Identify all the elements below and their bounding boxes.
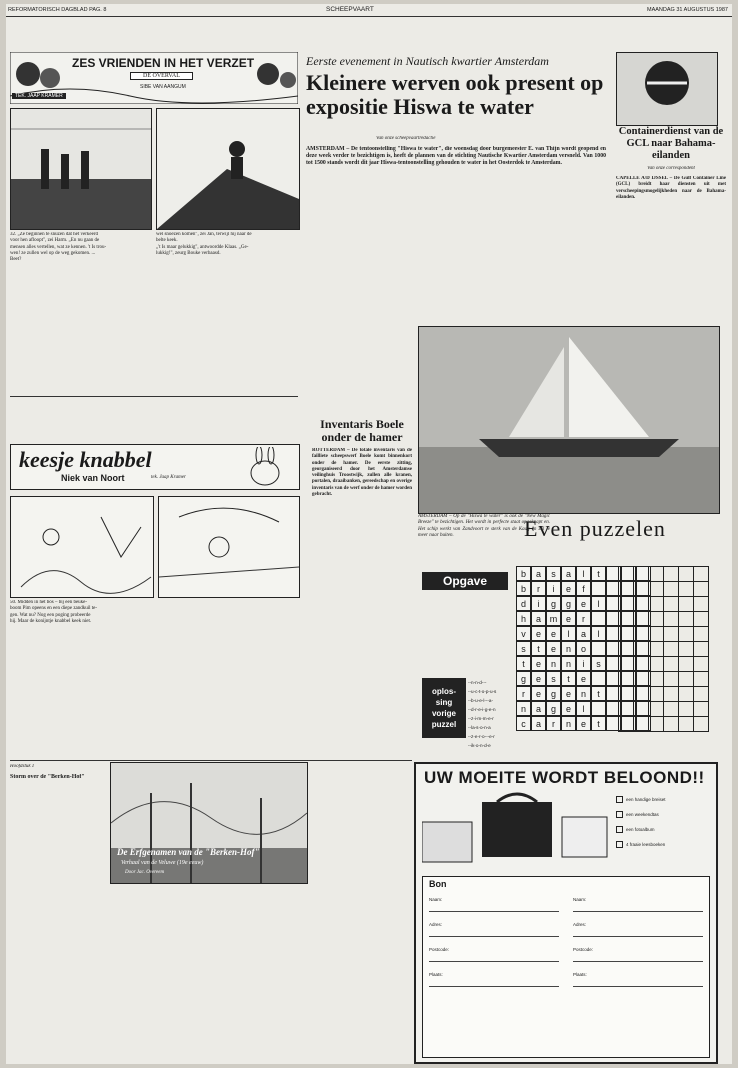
- ship-lead: CAPELLE A/D IJSSEL – De Gulf Container Line (GCL) breidt haar diensten uit met verscheepingsmogelijkheden naar de Bahama-eilanden.: [616, 176, 726, 200]
- puzzle-cell: g: [546, 701, 561, 716]
- puzzle-cell: c: [516, 716, 531, 731]
- puzzle-cell: t: [591, 566, 606, 581]
- puzzle-cell: r: [531, 581, 546, 596]
- puzzle-cell: t: [516, 656, 531, 671]
- ad-option-label: een handige breiset: [626, 796, 666, 802]
- ad-headline: UW MOEITE WORDT BELOOND!!: [424, 768, 705, 787]
- ad-coupon-field[interactable]: Naam:: [429, 897, 559, 912]
- story-kicker: Hoofdstuk 1: [10, 764, 35, 769]
- puzzle-cell: s: [591, 656, 606, 671]
- puzzle-instructions: [422, 596, 508, 666]
- puzzle-cell: t: [531, 641, 546, 656]
- puzzle-title: Even puzzelen: [524, 516, 666, 541]
- ad-coupon-field[interactable]: Postcode:: [573, 947, 703, 962]
- puzzle-cell: e: [531, 626, 546, 641]
- article1-kicker: Eerste evenement in Nautisch kwartier Amsterdam: [306, 54, 549, 68]
- ad-option[interactable]: [616, 841, 708, 848]
- puzzle-cell: d: [516, 596, 531, 611]
- comic2-rabbit-art: [235, 447, 295, 487]
- ad-option[interactable]: [616, 811, 708, 818]
- comic1-credit-left: TEK. JAAP KRAMER: [12, 93, 66, 99]
- puzzle-cell: b: [516, 581, 531, 596]
- puzzle-solution-row: --ik-o-n-d-e: [468, 743, 491, 748]
- header-publication: REFORMATORISCH DAGBLAD PAG. 8: [8, 7, 107, 13]
- puzzle-cell: s: [516, 641, 531, 656]
- puzzle-cell: a: [531, 716, 546, 731]
- comic1-banner: [10, 52, 298, 104]
- puzzle-cell: g: [546, 596, 561, 611]
- comic2-panel-1: [10, 496, 154, 598]
- puzzle-cell: a: [531, 566, 546, 581]
- ship-headline: Containerdienst van de GCL naar Bahama-eilanden: [618, 126, 724, 161]
- comic1-subtitle: DE OVERVAL: [130, 72, 193, 80]
- puzzle-cell: m: [546, 611, 561, 626]
- article1-headline: Kleinere werven ook present op expositie Hiswa te water: [306, 70, 604, 119]
- ship-byline: Van onze correspondent: [647, 166, 695, 171]
- ad-coupon-field[interactable]: Adres:: [429, 922, 559, 937]
- comic1-title: ZES VRIENDEN IN HET VERZET: [72, 56, 255, 70]
- puzzle-cell: n: [546, 656, 561, 671]
- comic1-caption-left: 32. „Ze beginnen te snuzen dat het verkeerd voor hen afloopt", zei Harm. „En nu gaan de mensen alles vertellen, wat ze kennen. 't Is trou- wen! ze zullen wel op de weg gekomen. ... Beet?: [10, 232, 107, 263]
- ad-option-label: een fotoalbum: [626, 826, 655, 832]
- puzzle-cell: e: [561, 701, 576, 716]
- puzzle-solution-row: --z-e-r-o---e-r: [468, 734, 495, 739]
- puzzle-cell: g: [561, 596, 576, 611]
- sailboat-photo-caption: AMSTERDAM – Op de "Hiswa te water" is ook de "New Magic Breeze" te bezichtigen. Het wordt in perfecte staat opgeknapt en. Het schip werkt van Zandvoort te sterk van de Kaag en zal te meer naar buiten.: [418, 514, 550, 538]
- puzzle-cell: t: [591, 686, 606, 701]
- comic1-panel-2: [156, 108, 300, 230]
- puzzle-cell: l: [561, 626, 576, 641]
- puzzle-cell: e: [546, 626, 561, 641]
- comic2-caption: 50. Midden in het bos – bij een beuke- boom Pim opeens en een diepe zandkuil te- gen. Wat nu? Nog een poging probeerde hij. Maar de konijntje knabbel keek niet.: [10, 600, 98, 624]
- story-image-subtitle: Verhaal van de Veluwe (19e eeuw): [121, 860, 204, 866]
- comic1-panel-1: [10, 108, 152, 230]
- puzzle-solution-label: oplos- sing vorige puzzel: [422, 678, 466, 738]
- puzzle-cell: v: [516, 626, 531, 641]
- comic1-credit-right: SIBE VAN AANGUM: [140, 84, 186, 90]
- ad-gift-art: [422, 792, 612, 872]
- puzzle-cell: b: [516, 566, 531, 581]
- puzzle-cell: e: [561, 611, 576, 626]
- ad-options: [616, 796, 708, 856]
- puzzle-cell: r: [546, 716, 561, 731]
- puzzle-cell: e: [546, 641, 561, 656]
- comic2-banner: [10, 444, 300, 490]
- puzzle-cell: n: [576, 686, 591, 701]
- puzzle-cell: n: [561, 716, 576, 731]
- article1-byline: Van onze scheepvaartredactie: [376, 136, 436, 141]
- puzzle-solution-row: --la-s-o-n-a: [468, 725, 491, 730]
- puzzle-cell: i: [546, 581, 561, 596]
- article1-lead: AMSTERDAM – De tentoonstelling "Hiswa te water", die woensdag door burgemeester E. van Thijn wordt geopend en deze week verder te bezichtigen is, heeft de plannen van de stichting Nautische Kwartier Amsterdam versneld. Van 1000 tot 1500 stands wordt dit jaar Hiswa-tentoonstelling gehouden te water in het Oosterdok te Amsterdam.: [306, 146, 606, 166]
- newspaper-page: [6, 4, 732, 1064]
- comic1-caption-right: wel snoezen komen", zei Jan, terwijl hij naar de belte keek. „'t Is maar gelukkig", antwoordde Klaas. „Ge- lukkig!", zeurg Bouke verbaasd.: [156, 232, 252, 256]
- puzzle-cell: a: [531, 701, 546, 716]
- story-image-credit: Door Jac. Overeem: [125, 870, 165, 875]
- ad-option-checkbox[interactable]: [616, 841, 623, 848]
- puzzle-cell: [591, 581, 606, 596]
- puzzle-cell: g: [516, 671, 531, 686]
- puzzle-cell: n: [516, 701, 531, 716]
- puzzle-cell: [591, 701, 606, 716]
- puzzle-cell: r: [516, 686, 531, 701]
- divider: [10, 760, 412, 761]
- article1-head: [306, 54, 606, 136]
- ad-box: [414, 762, 718, 1064]
- puzzle-cell: l: [576, 566, 591, 581]
- ad-coupon-fields-right: [573, 897, 703, 997]
- story-illustration: [110, 762, 308, 884]
- puzzle-cell: e: [561, 581, 576, 596]
- header-section: SCHEEPVAART: [326, 6, 374, 13]
- puzzle-cell: a: [531, 611, 546, 626]
- puzzle-opgave-label: Opgave: [422, 572, 508, 590]
- puzzle-cell: [591, 671, 606, 686]
- puzzle-cell: n: [561, 656, 576, 671]
- puzzle-empty-grid: [618, 566, 709, 732]
- puzzle-solution-row: --b-u-e-l---a-: [468, 698, 494, 703]
- puzzle-cell: r: [576, 611, 591, 626]
- puzzle-cell: g: [546, 686, 561, 701]
- page-header: [6, 4, 732, 17]
- puzzle-cell: f: [576, 581, 591, 596]
- header-date: MAANDAG 31 AUGUSTUS 1987: [646, 7, 728, 13]
- puzzle-cell: t: [561, 671, 576, 686]
- ad-coupon-field[interactable]: Postcode:: [429, 947, 559, 962]
- ad-option-label: 4 fraaie leesboeken: [626, 841, 666, 847]
- article2-headline: Inventaris Boele onder de hamer: [320, 417, 404, 444]
- comic2-author: Niek van Noort: [61, 473, 125, 483]
- story-headline: Storm over de "Berken-Hof": [10, 774, 85, 780]
- article2-lead: ROTTERDAM – De totale inventaris van de failliete scheepswerf Boele komt binnenkort onder de hamer. De eerste zitting, georganiseerd door het Amsterdamse veilinghuis Troostwijk, zullen alle kranen, portalen, draaibanken, gereedschap en overige inventaris van de werf onder de hamer worden gebracht.: [312, 448, 412, 498]
- ad-option[interactable]: [616, 826, 708, 833]
- puzzle-solution-row: --z-i-m-m-e-r: [468, 716, 494, 721]
- gcl-logo: [616, 52, 718, 126]
- puzzle-previous-solution: [468, 678, 510, 752]
- comic2-panel-2: [158, 496, 300, 598]
- puzzle-cell: o: [576, 641, 591, 656]
- puzzle-cell: a: [561, 566, 576, 581]
- divider: [10, 396, 298, 397]
- puzzle-cell: h: [516, 611, 531, 626]
- puzzle-cell: [591, 611, 606, 626]
- puzzle-solution-row: --u-c-t-o-p-u-s: [468, 689, 497, 694]
- puzzle-cell: e: [531, 686, 546, 701]
- puzzle-cell: n: [561, 641, 576, 656]
- puzzle-cell: l: [591, 626, 606, 641]
- puzzle-cell: i: [576, 656, 591, 671]
- puzzle-cell: a: [576, 626, 591, 641]
- ad-coupon-field[interactable]: Plaats:: [573, 972, 703, 987]
- ad-coupon-field[interactable]: Adres:: [573, 922, 703, 937]
- ad-option[interactable]: [616, 796, 708, 803]
- ad-coupon: [422, 876, 710, 1058]
- puzzle-cell: s: [546, 671, 561, 686]
- ad-coupon-title: Bon: [429, 879, 447, 889]
- ad-option-label: een weekendtas: [626, 811, 659, 817]
- ad-option-checkbox[interactable]: [616, 811, 623, 818]
- puzzle-cell: e: [576, 671, 591, 686]
- comic2-title: keesje knabbel: [19, 447, 152, 472]
- puzzle-cell: e: [531, 656, 546, 671]
- puzzle-cell: s: [546, 566, 561, 581]
- puzzle-cell: l: [591, 596, 606, 611]
- ad-coupon-field[interactable]: Naam:: [573, 897, 703, 912]
- puzzle-cell: i: [531, 596, 546, 611]
- puzzle-cell: e: [576, 716, 591, 731]
- ad-coupon-fields-left: [429, 897, 559, 997]
- puzzle-solution-row: --n-n-d---: [468, 680, 487, 685]
- ad-option-checkbox[interactable]: [616, 796, 623, 803]
- sailboat-photo: [418, 326, 720, 514]
- puzzle-cell: e: [531, 671, 546, 686]
- ad-option-checkbox[interactable]: [616, 826, 623, 833]
- puzzle-cell: e: [561, 686, 576, 701]
- ad-coupon-field[interactable]: Plaats:: [429, 972, 559, 987]
- puzzle-cell: t: [591, 716, 606, 731]
- puzzle-cell: e: [576, 596, 591, 611]
- story-image-title: De Erfgenamen van de "Berken-Hof": [117, 847, 260, 857]
- comic2-credit: tek. Jaap Kramer: [151, 475, 186, 480]
- puzzle-solution-row: --d-r-e-i-g-e-n: [468, 707, 496, 712]
- puzzle-cell: [591, 641, 606, 656]
- puzzle-cell: l: [576, 701, 591, 716]
